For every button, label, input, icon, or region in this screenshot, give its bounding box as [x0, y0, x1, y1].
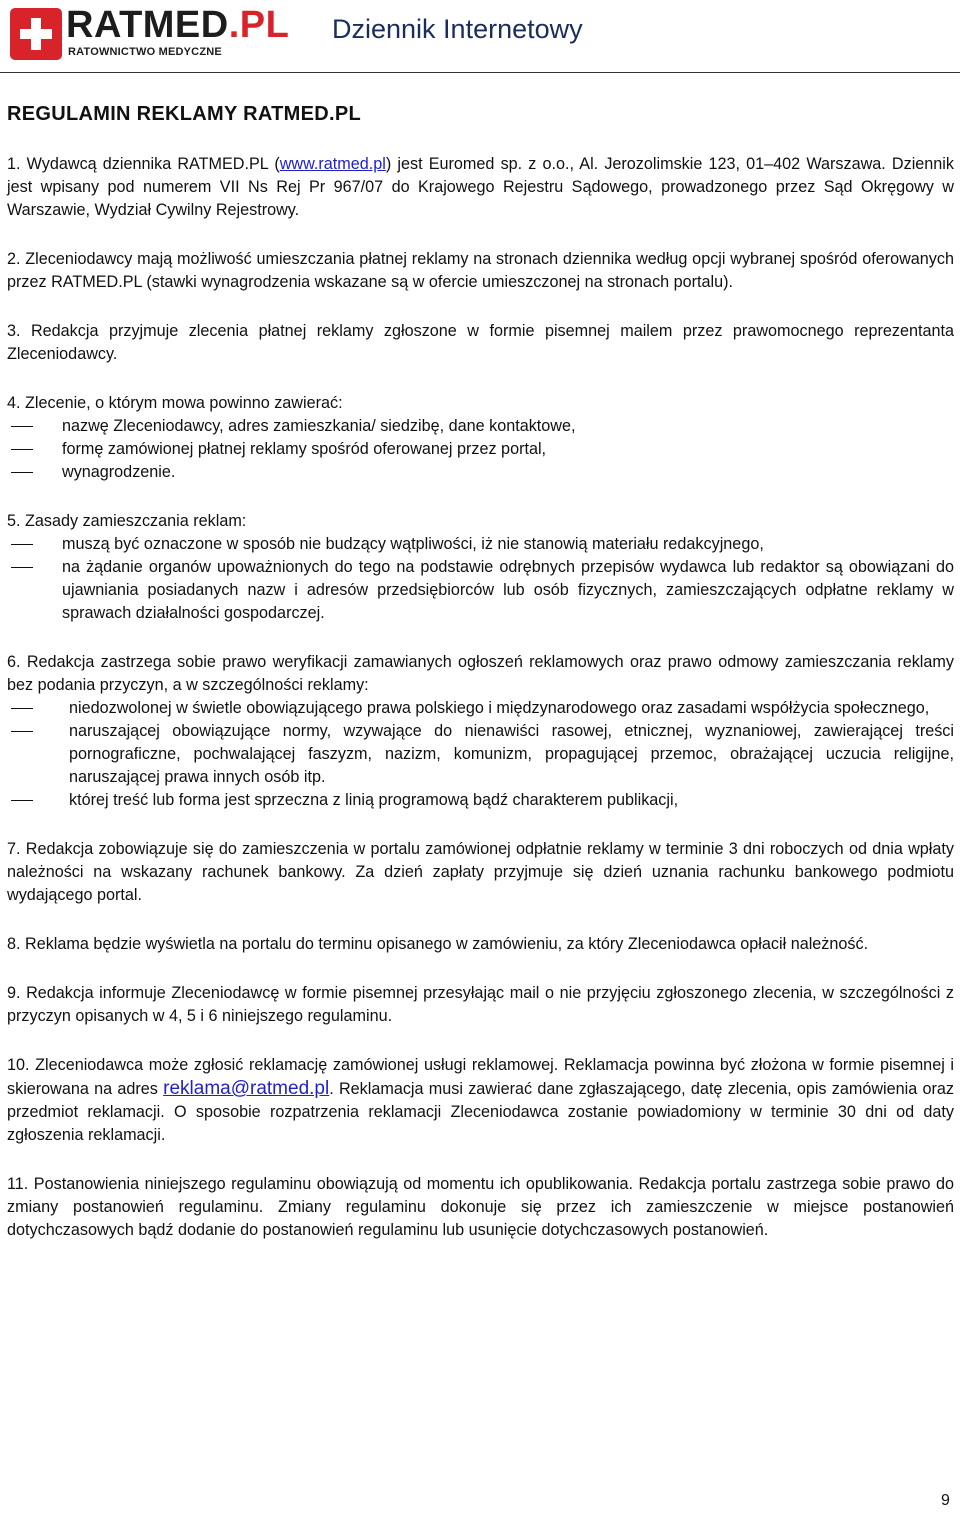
document-title: REGULAMIN REKLAMY RATMED.PL	[7, 103, 362, 125]
section-10: 10. Zleceniodawca może zgłosić reklamację zamówionej usługi reklamowej. Reklamacja powinna być złożona w formie pisemnej i skierowana na adres reklama@ratmed.pl. Reklamacja musi zawierać dane zgłaszającego, datę zlecenia, opis zamówienia oraz przedmiot reklamacji. O sposobie rozpatrzenia reklamacji Zleceniodawca zostanie powiadomiony w terminie 30 dni od daty zgłoszenia reklamacji.	[7, 1056, 954, 1144]
dash-bullet	[7, 789, 69, 812]
section-9: 9. Redakcja informuje Zleceniodawcę w formie pisemnej przesyłając mail o nie przyjęciu zgłoszonego zlecenia, w szczególności z przyczyn opisanych w 4, 5 i 6 niniejszego regulaminu.	[7, 984, 954, 1025]
dash-bullet	[7, 697, 69, 720]
document-body	[7, 102, 954, 1242]
dash-bullet	[7, 533, 62, 556]
section-8: 8. Reklama będzie wyświetla na portalu do terminu opisanego w zamówieniu, za który Zleceniodawca opłacił należność.	[7, 935, 869, 953]
section-4: 4. Zlecenie, o którym mowa powinno zawierać:	[7, 394, 343, 412]
list-item: na żądanie organów upoważnionych do tego na podstawie odrębnych przepisów wydawca lub redaktor są obowiązani do ujawniania posiadanych nazw i adresów przedsiębiorców lub osób fizycznych, zamieszczających odpłatne reklamy w sprawach działalności gospodarczej.	[7, 556, 954, 625]
dash-bullet	[7, 415, 62, 438]
section-3: 3. Redakcja przyjmuje zlecenia płatnej reklamy zgłoszone w formie pisemnej mailem przez prawomocnego reprezentanta Zleceniodawcy.	[7, 322, 954, 363]
section-2: 2. Zleceniodawcy mają możliwość umieszczania płatnej reklamy na stronach dziennika według opcji wybranej spośród oferowanych przez RATMED.PL (stawki wynagrodzenia wskazane są w ofercie umieszczonej na stronach portalu).	[7, 250, 954, 291]
page-number: 9	[941, 1492, 950, 1509]
medical-cross-icon	[10, 8, 62, 60]
dash-bullet	[7, 556, 62, 579]
list-item: naruszającej obowiązujące normy, wzywające do nienawiści rasowej, etnicznej, wyznaniowej, zawierającej treści pornograficzne, pochwalającej faszyzm, nazizm, komunizm, propagującej przemoc, obrażającej uczucia religijne, naruszającej prawa innych osób itp.	[7, 720, 954, 789]
section-11: 11. Postanowienia niniejszego regulaminu obowiązują od momentu ich opublikowania. Redakcja portalu zastrzega sobie prawo do zmiany postanowień regulaminu. Zmiany regulaminu dokonuje się przez ich zamieszczenie w miejsce postanowień dotychczasowych bądź dodanie do postanowień regulaminu lub usunięcie dotychczasowych postanowień.	[7, 1175, 954, 1239]
logo-subtitle: RATOWNICTWO MEDYCZNE	[68, 46, 222, 58]
logo-wordmark: RATMED.PL	[66, 4, 290, 46]
list-item: nazwę Zleceniodawcy, adres zamieszkania/ siedzibę, dane kontaktowe,	[7, 415, 954, 438]
reklama-email-link[interactable]: reklama@ratmed.pl	[163, 1078, 330, 1099]
header-divider	[0, 72, 960, 73]
list-item: której treść lub forma jest sprzeczna z linią programową bądź charakterem publikacji,	[7, 789, 954, 812]
page-header	[0, 0, 960, 92]
section-7: 7. Redakcja zobowiązuje się do zamieszczenia w portalu zamówionej odpłatnie reklamy w terminie 3 dni roboczych od dnia wpłaty należności na wskazany rachunek bankowy. Za dzień zapłaty przyjmuje się dzień uznania rachunku bankowego podmiotu wydającego portal.	[7, 840, 954, 904]
list-item: niedozwolonej w świetle obowiązującego prawa polskiego i międzynarodowego oraz zasadami współżycia społecznego,	[7, 697, 954, 720]
ratmed-logo[interactable]	[10, 4, 290, 62]
section-5: 5. Zasady zamieszczania reklam:	[7, 512, 247, 530]
section-1: 1. Wydawcą dziennika RATMED.PL (www.ratmed.pl) jest Euromed sp. z o.o., Al. Jerozolimskie 123, 01–402 Warszawa. Dziennik jest wpisany pod numerem VII Ns Rej Pr 967/07 do Krajowego Rejestru Sądowego, prowadzonego przez Sąd Okręgowy w Warszawie, Wydział Cywilny Rejestrowy.	[7, 155, 954, 219]
header-title: Dziennik Internetowy	[332, 14, 583, 44]
section-6: 6. Redakcja zastrzega sobie prawo weryfikacji zamawianych ogłoszeń reklamowych oraz prawo odmowy zamieszczania reklamy bez podania przyczyn, a w szczególności reklamy:	[7, 653, 954, 694]
list-item: formę zamówionej płatnej reklamy spośród oferowanej przez portal,	[7, 438, 954, 461]
dash-bullet	[7, 720, 69, 743]
dash-bullet	[7, 438, 62, 461]
dash-bullet	[7, 461, 62, 484]
ratmed-website-link[interactable]: www.ratmed.pl	[279, 155, 386, 173]
list-item: muszą być oznaczone w sposób nie budzący wątpliwości, iż nie stanowią materiału redakcyjnego,	[7, 533, 954, 556]
list-item: wynagrodzenie.	[7, 461, 954, 484]
